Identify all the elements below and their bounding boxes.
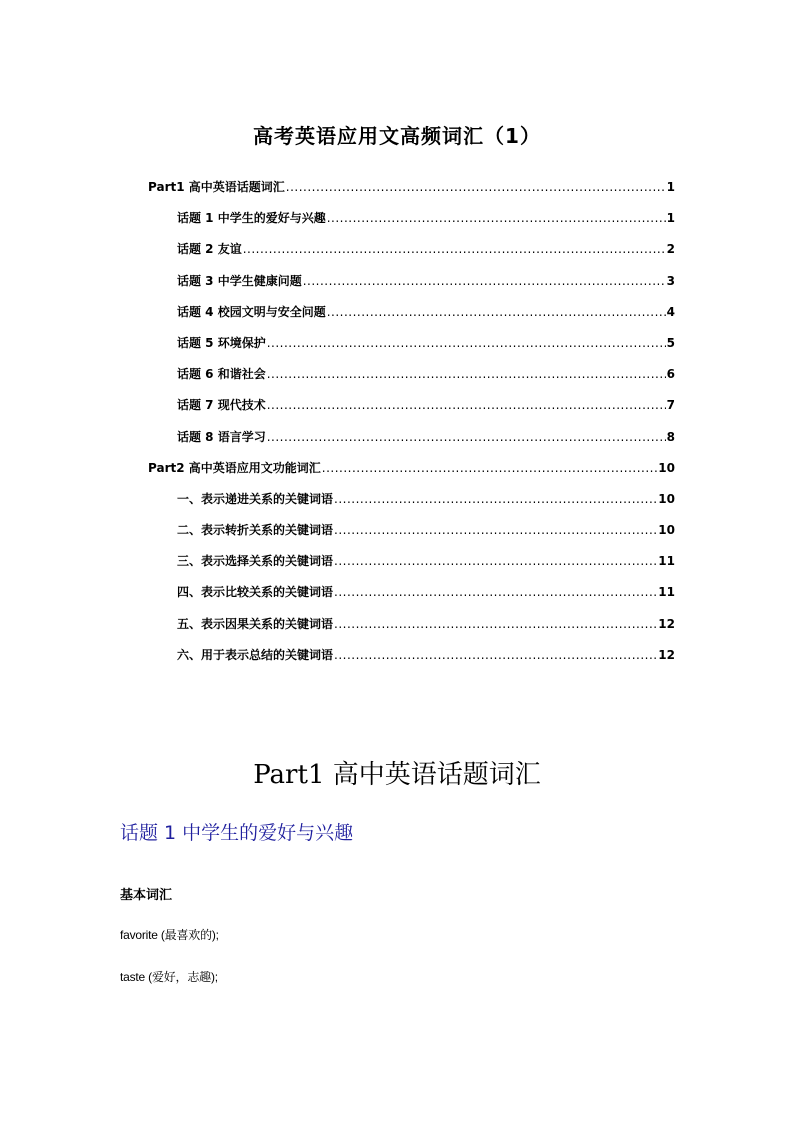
- toc-entry[interactable]: [148, 583, 675, 614]
- toc-entry-page: 8: [666, 429, 675, 444]
- topic-heading: 话题 1 中学生的爱好与兴趣: [120, 822, 354, 844]
- toc-entry-page: 12: [658, 647, 675, 662]
- toc-dot-leader: [267, 398, 666, 412]
- toc-entry-label: 话题 4 校园文明与安全问题: [177, 304, 326, 319]
- toc-entry[interactable]: [148, 209, 675, 240]
- toc-entry-page: 2: [666, 242, 675, 257]
- toc-entry-label: 六、用于表示总结的关键词语: [177, 647, 334, 662]
- toc-dot-leader: [334, 617, 657, 631]
- toc-entry-label: 话题 1 中学生的爱好与兴趣: [177, 211, 326, 226]
- toc-dot-leader: [286, 180, 666, 194]
- toc-entry-page: 10: [658, 491, 675, 506]
- toc-entry[interactable]: [148, 365, 675, 396]
- toc-dot-leader: [322, 461, 658, 475]
- toc-entry-page: 10: [658, 523, 675, 538]
- table-of-contents: [148, 178, 675, 677]
- toc-dot-leader: [243, 242, 666, 256]
- toc-entry-page: 12: [658, 616, 675, 631]
- toc-dot-leader: [334, 648, 657, 662]
- toc-entry-page: 4: [666, 304, 675, 319]
- toc-dot-leader: [327, 211, 666, 225]
- toc-entry[interactable]: [148, 303, 675, 334]
- toc-entry-page: 6: [666, 367, 675, 382]
- toc-entry-page: 11: [658, 554, 675, 569]
- toc-entry-label: 话题 7 现代技术: [177, 398, 266, 413]
- toc-entry[interactable]: [148, 459, 675, 490]
- toc-dot-leader: [334, 492, 657, 506]
- toc-entry[interactable]: [148, 646, 675, 677]
- toc-entry-label: 一、表示递进关系的关键词语: [177, 491, 334, 506]
- toc-entry[interactable]: [148, 615, 675, 646]
- toc-entry-page: 5: [666, 335, 675, 350]
- toc-entry-label: 五、表示因果关系的关键词语: [177, 616, 334, 631]
- toc-entry-label: 二、表示转折关系的关键词语: [177, 523, 334, 538]
- toc-entry[interactable]: [148, 552, 675, 583]
- toc-dot-leader: [334, 523, 657, 537]
- toc-entry-page: 1: [666, 211, 675, 226]
- toc-entry-page: 3: [666, 273, 675, 288]
- document-title: 高考英语应用文高频词汇（1）: [253, 124, 541, 148]
- toc-dot-leader: [334, 554, 657, 568]
- toc-dot-leader: [334, 585, 657, 599]
- toc-entry[interactable]: [148, 428, 675, 459]
- toc-entry-page: 11: [658, 585, 675, 600]
- toc-entry-page: 1: [666, 180, 675, 194]
- toc-dot-leader: [303, 274, 666, 288]
- toc-dot-leader: [327, 305, 666, 319]
- toc-entry[interactable]: [148, 396, 675, 427]
- toc-entry-label: 话题 8 语言学习: [177, 429, 266, 444]
- toc-dot-leader: [267, 367, 666, 381]
- toc-entry-label: Part1 高中英语话题词汇: [148, 180, 285, 194]
- toc-entry-label: Part2 高中英语应用文功能词汇: [148, 460, 321, 475]
- toc-entry-label: 话题 5 环境保护: [177, 335, 266, 350]
- toc-entry-label: 三、表示选择关系的关键词语: [177, 554, 334, 569]
- section-label: 基本词汇: [120, 888, 173, 903]
- toc-dot-leader: [267, 336, 666, 350]
- vocab-item: taste (爱好，志趣);: [120, 970, 218, 984]
- toc-entry-page: 10: [658, 460, 675, 475]
- toc-entry[interactable]: [148, 490, 675, 521]
- toc-entry[interactable]: [148, 178, 675, 209]
- toc-entry[interactable]: [148, 272, 675, 303]
- toc-entry[interactable]: [148, 334, 675, 365]
- vocab-item: favorite (最喜欢的);: [120, 928, 219, 942]
- toc-entry[interactable]: [148, 521, 675, 552]
- toc-entry-label: 话题 3 中学生健康问题: [177, 273, 302, 288]
- toc-entry-label: 四、表示比较关系的关键词语: [177, 585, 334, 600]
- toc-entry[interactable]: [148, 240, 675, 271]
- toc-entry-page: 7: [666, 398, 675, 413]
- part-heading: Part1 高中英语话题词汇: [253, 760, 541, 790]
- toc-dot-leader: [267, 430, 666, 444]
- toc-entry-label: 话题 2 友谊: [177, 242, 242, 257]
- toc-entry-label: 话题 6 和谐社会: [177, 367, 266, 382]
